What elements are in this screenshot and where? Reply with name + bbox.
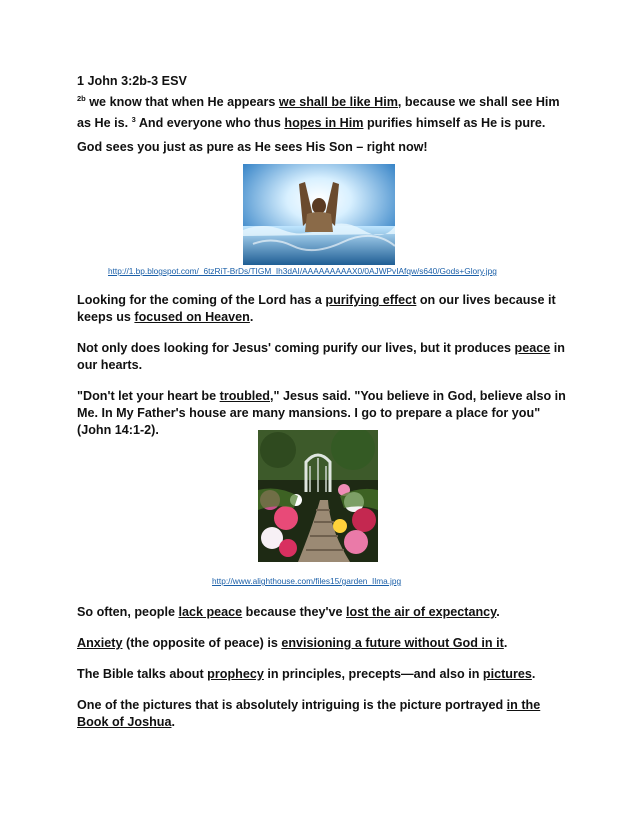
paragraph-joshua: One of the pictures that is absolutely intriguing is the picture portrayed in the Book of Joshua.	[77, 698, 541, 729]
paragraph-peace: Not only does looking for Jesus' coming purify our lives, but it produces peace in our hearts.	[77, 341, 565, 372]
phrase-pictures: pictures	[482, 667, 532, 681]
verse-block	[77, 73, 567, 132]
phrase-troubled: troubled	[219, 389, 270, 403]
verse-phrase-like-him: we shall be like Him	[278, 95, 398, 109]
phrase-book-of-joshua: in the Book of Joshua	[77, 698, 541, 729]
pure-statement-block	[77, 139, 567, 156]
image1-link[interactable]: http://1.bp.blogspot.com/_6tzRiT-BrDs/TIGM_Ih3dAI/AAAAAAAAAX0/0AJWPvIAfqw/s640/Gods+Glory.jpg	[108, 266, 497, 276]
verse-text: $^{2b}$ we know that when He appears we shall be like Him, because we shall see Him as He is. $^3$ And everyone who thus hopes in Him purifies himself as He is pure.	[77, 94, 560, 130]
image2-link[interactable]: http://www.alighthouse.com/files15/garden_Ilma.jpg	[212, 576, 402, 586]
paragraph-lack-peace: So often, people lack peace because they've lost the air of expectancy.	[77, 605, 500, 619]
garden-picture	[258, 430, 378, 562]
verse-number-3: 3	[131, 115, 136, 124]
paragraph-anxiety: Anxiety (the opposite of peace) is envisioning a future without God in it.	[77, 636, 508, 650]
verse-number-2b: 2b	[77, 94, 86, 103]
paragraph-prophecy: The Bible talks about prophecy in principles, precepts—and also in pictures.	[77, 667, 536, 681]
garden-image	[258, 430, 378, 562]
gods-glory-image	[243, 164, 395, 265]
phrase-purifying-effect: purifying effect	[325, 293, 417, 307]
verse-phrase-hopes-in-him: hopes in Him	[284, 116, 364, 130]
phrase-lost-expectancy: lost the air of expectancy	[346, 605, 497, 619]
gods-glory-picture	[243, 164, 395, 265]
phrase-future-without-god: envisioning a future without God in it	[281, 636, 504, 650]
pure-statement: God sees you just as pure as He sees His Son – right now!	[77, 140, 428, 154]
paragraph-john-14: "Don't let your heart be troubled," Jesus said. "You believe in God, believe also in Me. In My Father's house are many mansions. I go to prepare a place for you" (John 14:1-2).	[77, 389, 566, 437]
phrase-anxiety: Anxiety	[77, 636, 123, 650]
paragraph-purifying: Looking for the coming of the Lord has a purifying effect on our lives because it keeps us focused on Heaven.	[77, 293, 556, 324]
phrase-prophecy: prophecy	[207, 667, 264, 681]
verse-reference: 1 John 3:2b-3 ESV	[77, 74, 187, 88]
phrase-focused-on-heaven: focused on Heaven	[134, 310, 250, 324]
phrase-lack-peace: lack peace	[178, 605, 243, 619]
phrase-peace: peace	[514, 341, 551, 355]
